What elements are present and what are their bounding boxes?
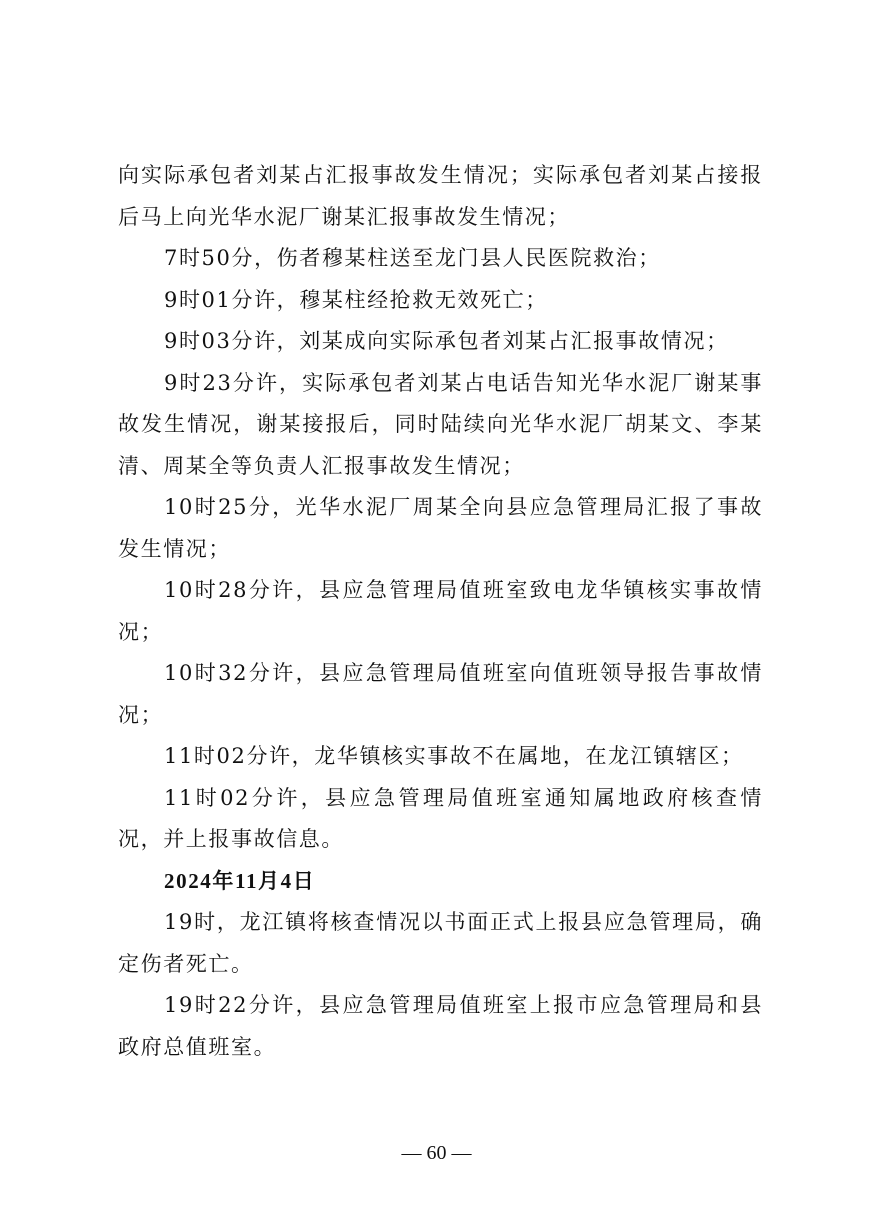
paragraph-1900: 19时，龙江镇将核查情况以书面正式上报县应急管理局，确定伤者死亡。 — [118, 910, 763, 976]
date-heading: 2024年11月4日 — [164, 868, 316, 893]
paragraph-1028: 10时28分许，县应急管理局值班室致电龙华镇核实事故情况； — [118, 578, 763, 644]
paragraph-1102-a: 11时02分许，龙华镇核实事故不在属地，在龙江镇辖区； — [164, 744, 744, 768]
page-number: — 60 — — [401, 1142, 472, 1164]
paragraph-0903: 9时03分许，刘某成向实际承包者刘某占汇报事故情况； — [164, 329, 729, 353]
paragraph-1922: 19时22分许，县应急管理局值班室上报市应急管理局和县政府总值班室。 — [118, 993, 763, 1059]
paragraph-continuation: 向实际承包者刘某占汇报事故发生情况；实际承包者刘某占接报后马上向光华水泥厂谢某汇报事故发生情况； — [118, 163, 763, 229]
paragraph-1032: 10时32分许，县应急管理局值班室向值班领导报告事故情况； — [118, 661, 763, 727]
paragraph-0923: 9时23分许，实际承包者刘某占电话告知光华水泥厂谢某事故发生情况，谢某接报后，同时陆续向光华水泥厂胡某文、李某清、周某全等负责人汇报事故发生情况； — [118, 370, 763, 478]
paragraph-1102-b: 11时02分许，县应急管理局值班室通知属地政府核查情况，并上报事故信息。 — [118, 785, 763, 851]
paragraph-0901: 9时01分许，穆某柱经抢救无效死亡； — [164, 287, 548, 312]
paragraph-0750: 7时50分，伤者穆某柱送至龙门县人民医院救治； — [164, 246, 661, 270]
document-body — [118, 155, 763, 1068]
paragraph-1025: 10时25分，光华水泥厂周某全向县应急管理局汇报了事故发生情况； — [118, 495, 763, 561]
